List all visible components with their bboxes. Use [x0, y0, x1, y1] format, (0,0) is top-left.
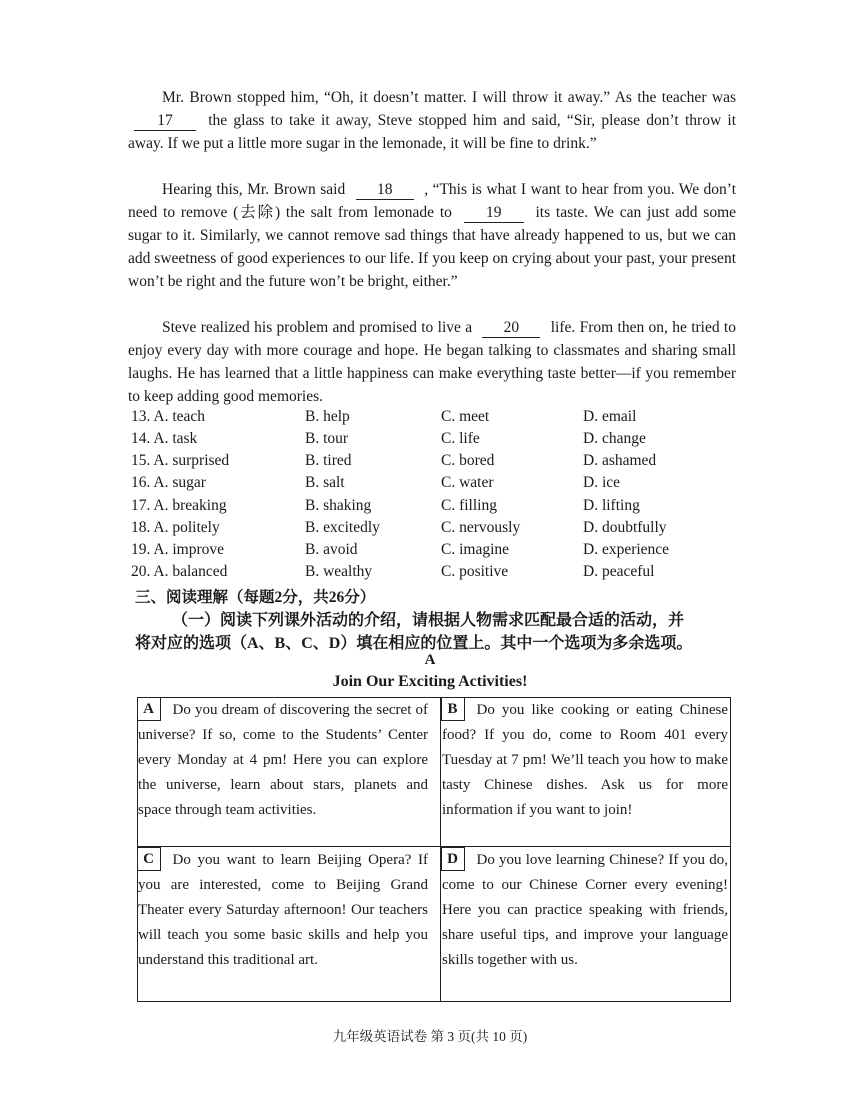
activity-b-text: Do you like cooking or eating Chinese food? If you do, come to Room 401 every Tuesday at 7 pm! We’ll teach you how to make tasty Chinese dishes. Ask us for more information if you want to join! [442, 702, 728, 818]
option-20-c: C. positive [441, 563, 509, 580]
activity-c-letter: C [137, 847, 161, 871]
option-19-a: 19. A. improve [131, 541, 224, 558]
paragraph-3-text-b: life. From then on, he tried to enjoy every day with more courage and hope. He began talking to classmates and sharing small laughs. He has learned that a little happiness can make everything taste better—if you remember to keep adding good memories. [128, 319, 736, 405]
option-16-c: C. water [441, 474, 494, 491]
activity-b [442, 698, 728, 823]
paragraph-3 [128, 316, 736, 408]
option-20-b: B. wealthy [305, 563, 373, 580]
option-18-c: C. nervously [441, 519, 521, 536]
activity-a-letter: A [137, 697, 161, 721]
option-16-d: D. ice [583, 474, 621, 491]
option-13-c: C. meet [441, 408, 490, 425]
activity-d-text: Do you love learning Chinese? If you do, come to our Chinese Corner every evening! Here you can practice speaking with friends, share useful tips, and improve your language skills together with us. [442, 852, 728, 968]
option-18-b: B. excitedly [305, 519, 380, 536]
paragraph-1-text-a: Mr. Brown stopped him, “Oh, it doesn’t matter. I will throw it away.” As the teacher was [162, 89, 736, 106]
activity-c-text: Do you want to learn Beijing Opera? If you are interested, come to Beijing Grand Theater every Saturday afternoon! Our teachers will teach you some basic skills and help you understand this traditional art. [138, 852, 428, 968]
option-15-a: 15. A. surprised [131, 452, 230, 469]
option-13-b: B. help [305, 408, 350, 425]
blank-20: 20 [482, 319, 540, 338]
option-16-a: 16. A. sugar [131, 474, 206, 491]
option-18-a: 18. A. politely [131, 519, 220, 536]
paragraph-1 [128, 86, 736, 155]
option-14-b: B. tour [305, 430, 349, 447]
option-15-d: D. ashamed [583, 452, 657, 469]
page-footer: 九年级英语试卷 第 3 页(共 10 页) [332, 1029, 528, 1044]
blank-19: 19 [464, 204, 524, 223]
option-14-a: 14. A. task [131, 430, 198, 447]
option-15-b: B. tired [305, 452, 352, 469]
option-15-c: C. bored [441, 452, 495, 469]
activity-c [138, 848, 428, 973]
grid-divider-horizontal [138, 846, 730, 847]
option-14-c: C. life [441, 430, 480, 447]
option-19-d: D. experience [583, 541, 670, 558]
paragraph-2-text-b: , “This is what I want to hear from you. We don’t need to remove (去除) the salt from lemonade to [128, 181, 736, 221]
option-14-d: D. change [583, 430, 646, 447]
option-17-b: B. shaking [305, 497, 372, 514]
option-19-c: C. imagine [441, 541, 510, 558]
option-17-a: 17. A. breaking [131, 497, 227, 514]
option-17-d: D. lifting [583, 497, 640, 514]
option-16-b: B. salt [305, 474, 345, 491]
part-label: A [424, 652, 436, 668]
activity-d-letter: D [441, 847, 465, 871]
paragraph-1-text-b: the glass to take it away, Steve stopped him and said, “Sir, please don’t throw it away. If we put a little more sugar in the lemonade, it will be fine to drink.” [128, 112, 736, 152]
blank-17: 17 [134, 112, 196, 131]
option-18-d: D. doubtfully [583, 519, 667, 536]
paragraph-3-text-a: Steve realized his problem and promised to live a [162, 319, 473, 336]
paragraph-2-text-a: Hearing this, Mr. Brown said [162, 181, 346, 198]
paragraph-2-text-c: its taste. We can just add some sugar to it. Similarly, we cannot remove sad things that have already happened to us, but we can add sweetness of good experiences to our life. If you keep on crying about your past, your present won’t be right and the future won’t be bright, either.” [128, 204, 737, 290]
activities-grid [137, 697, 731, 1002]
option-13-d: D. email [583, 408, 637, 425]
option-20-d: D. peaceful [583, 563, 655, 580]
option-13-a: 13. A. teach [131, 408, 206, 425]
activity-d [442, 848, 728, 973]
option-20-a: 20. A. balanced [131, 563, 228, 580]
activity-a [138, 698, 428, 823]
section-heading: 三、阅读理解（每题2分，共26分） [135, 589, 376, 606]
instruction-line-2: 将对应的选项（A、B、C、D）填在相应的位置上。其中一个选项为多余选项。 [135, 635, 693, 652]
option-17-c: C. filling [441, 497, 497, 514]
paragraph-2 [128, 178, 736, 293]
option-19-b: B. avoid [305, 541, 358, 558]
instruction-line-1: （一）阅读下列课外活动的介绍，请根据人物需求匹配最合适的活动，并 [172, 612, 685, 629]
blank-18: 18 [356, 181, 414, 200]
activity-a-text: Do you dream of discovering the secret of universe? If so, come to the Students’ Center every Monday at 4 pm! Here you can explore the universe, learn about stars, planets and space through team activities. [138, 702, 428, 818]
passage-title: Join Our Exciting Activities! [332, 673, 528, 690]
activity-b-letter: B [441, 697, 465, 721]
